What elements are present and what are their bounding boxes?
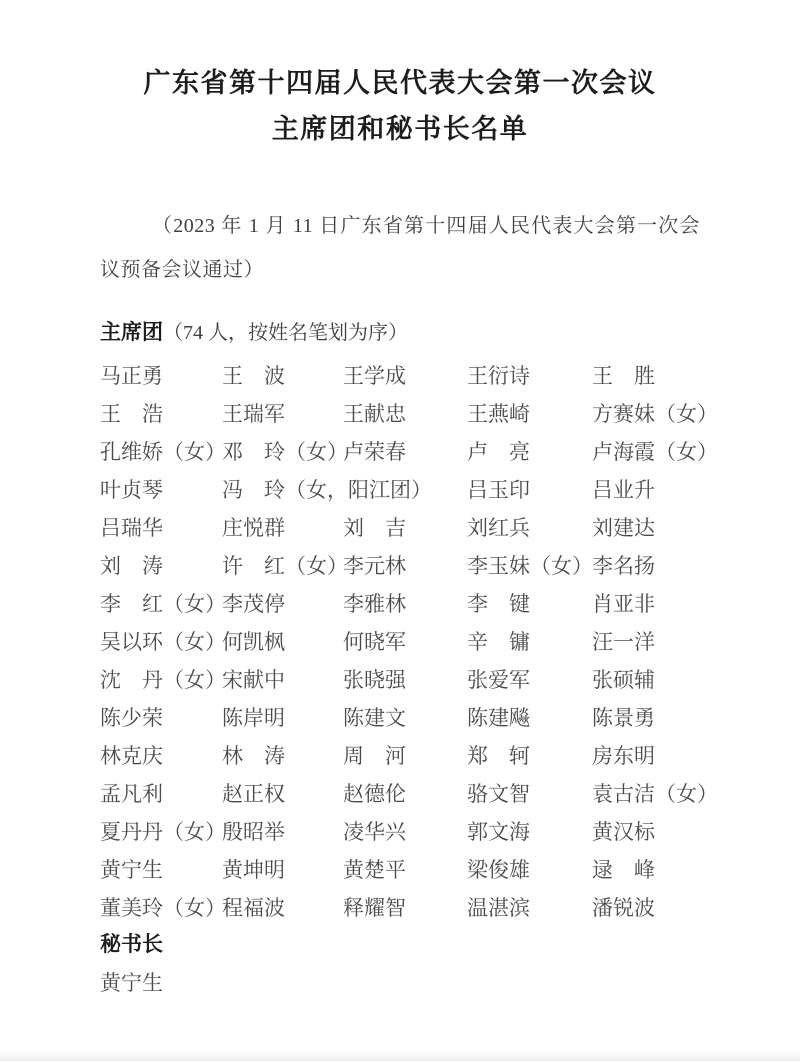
- presidium-heading-note: （74 人，按姓名笔划为序）: [163, 322, 408, 344]
- presidium-member-name: 释耀智: [343, 896, 406, 920]
- presidium-member-name: 孟凡利: [100, 782, 163, 806]
- presidium-member-name: 王献忠: [343, 402, 406, 426]
- document-title: [100, 60, 700, 152]
- presidium-member-name: 黄坤明: [222, 858, 285, 882]
- name-row: [100, 698, 700, 736]
- presidium-member-name: 黄汉标: [592, 820, 655, 844]
- presidium-member-name: 吴以环（女）: [100, 630, 226, 654]
- presidium-member-name: 赵正权: [222, 782, 285, 806]
- name-row: [100, 356, 700, 394]
- presidium-member-name: 宋献中: [222, 668, 285, 692]
- name-row: [100, 774, 718, 812]
- presidium-member-name: 陈建飚: [467, 706, 530, 730]
- presidium-member-name: 方赛妹（女）: [592, 402, 718, 426]
- presidium-member-name: 孔维娇（女）: [100, 440, 226, 464]
- presidium-member-name: 庄悦群: [222, 516, 285, 540]
- presidium-member-name: 林 涛: [222, 744, 285, 768]
- name-row: [100, 622, 700, 660]
- name-row: [100, 584, 700, 622]
- presidium-member-name: 殷昭举: [222, 820, 285, 844]
- presidium-member-name: 王衍诗: [467, 364, 530, 388]
- presidium-member-name: 王学成: [343, 364, 406, 388]
- presidium-member-name: 马正勇: [100, 364, 163, 388]
- presidium-member-name: 夏丹丹（女）: [100, 820, 226, 844]
- presidium-member-name: 潘锐波: [592, 896, 655, 920]
- presidium-member-name: 何凯枫: [222, 630, 285, 654]
- presidium-member-name: 李玉妹（女）: [467, 554, 593, 578]
- presidium-member-name: 骆文智: [467, 782, 530, 806]
- presidium-member-name: 郭文海: [467, 820, 530, 844]
- presidium-member-name: 辛 镛: [467, 630, 530, 654]
- presidium-member-name: 郑 轲: [467, 744, 530, 768]
- presidium-member-name: 冯 玲（女，阳江团）: [222, 478, 432, 502]
- presidium-member-name: 王燕崎: [467, 402, 530, 426]
- presidium-member-name: 王 波: [222, 364, 285, 388]
- presidium-member-name: 刘 吉: [343, 516, 406, 540]
- presidium-member-name: 梁俊雄: [467, 858, 530, 882]
- presidium-member-name: 邓 玲（女）: [222, 440, 348, 464]
- presidium-member-name: 张爱军: [467, 668, 530, 692]
- presidium-member-name: 张硕辅: [592, 668, 655, 692]
- presidium-member-name: 陈岸明: [222, 706, 285, 730]
- adoption-note: （2023 年 1 月 11 日广东省第十四届人民代表大会第一次会议预备会议通过）: [100, 215, 700, 281]
- secretary-general-heading: 秘书长: [100, 933, 163, 956]
- presidium-member-name: 黄宁生: [100, 858, 163, 882]
- presidium-member-name: 凌华兴: [343, 820, 406, 844]
- presidium-member-name: 吕业升: [592, 478, 655, 502]
- name-row: [100, 432, 718, 470]
- presidium-section-heading: [100, 314, 700, 352]
- secretary-general-name: 黄宁生: [100, 971, 163, 995]
- presidium-member-name: 刘建达: [592, 516, 655, 540]
- presidium-member-name: 袁古洁（女）: [592, 782, 718, 806]
- presidium-member-name: 许 红（女）: [222, 554, 348, 578]
- name-row: [100, 508, 700, 546]
- presidium-member-name: 李元林: [343, 554, 406, 578]
- document-title-line2: 主席团和秘书长名单: [271, 114, 529, 144]
- presidium-member-name: 赵德伦: [343, 782, 406, 806]
- presidium-member-name: 黄楚平: [343, 858, 406, 882]
- presidium-member-name: 王 浩: [100, 402, 163, 426]
- presidium-member-name: 李茂停: [222, 592, 285, 616]
- presidium-member-name: 刘 涛: [100, 554, 163, 578]
- presidium-member-name: 房东明: [592, 744, 655, 768]
- presidium-member-name: 卢海霞（女）: [592, 440, 718, 464]
- name-row: [100, 888, 700, 926]
- presidium-member-name: 卢 亮: [467, 440, 530, 464]
- presidium-member-name: 肖亚非: [592, 592, 655, 616]
- presidium-member-name: 陈景勇: [592, 706, 655, 730]
- presidium-member-name: 李雅林: [343, 592, 406, 616]
- document-title-line1: 广东省第十四届人民代表大会第一次会议: [143, 68, 657, 98]
- name-row: [100, 812, 700, 850]
- presidium-member-name: 李 键: [467, 592, 530, 616]
- name-row: [100, 736, 700, 774]
- presidium-member-name: 李名扬: [592, 554, 655, 578]
- name-row: [100, 546, 700, 584]
- presidium-name-grid: [100, 356, 718, 926]
- presidium-member-name: 叶贞琴: [100, 478, 163, 502]
- presidium-member-name: 逯 峰: [592, 858, 655, 882]
- presidium-member-name: 汪一洋: [592, 630, 655, 654]
- presidium-member-name: 沈 丹（女）: [100, 668, 226, 692]
- presidium-member-name: 程福波: [222, 896, 285, 920]
- presidium-heading-label: 主席团: [100, 321, 163, 344]
- presidium-member-name: 周 河: [343, 744, 406, 768]
- name-row: [100, 850, 700, 888]
- presidium-member-name: 温湛滨: [467, 896, 530, 920]
- presidium-member-name: 吕玉印: [467, 478, 530, 502]
- presidium-member-name: 刘红兵: [467, 516, 530, 540]
- name-row: [100, 660, 700, 698]
- presidium-member-name: 王 胜: [592, 364, 655, 388]
- presidium-member-name: 卢荣春: [343, 440, 406, 464]
- presidium-member-name: 张晓强: [343, 668, 406, 692]
- presidium-member-name: 吕瑞华: [100, 516, 163, 540]
- name-row: [100, 470, 700, 508]
- presidium-member-name: 林克庆: [100, 744, 163, 768]
- presidium-member-name: 何晓军: [343, 630, 406, 654]
- presidium-member-name: 董美玲（女）: [100, 896, 226, 920]
- presidium-member-name: 李 红（女）: [100, 592, 226, 616]
- presidium-member-name: 陈建文: [343, 706, 406, 730]
- presidium-member-name: 陈少荣: [100, 706, 163, 730]
- presidium-member-name: 王瑞军: [222, 402, 285, 426]
- name-row: [100, 394, 718, 432]
